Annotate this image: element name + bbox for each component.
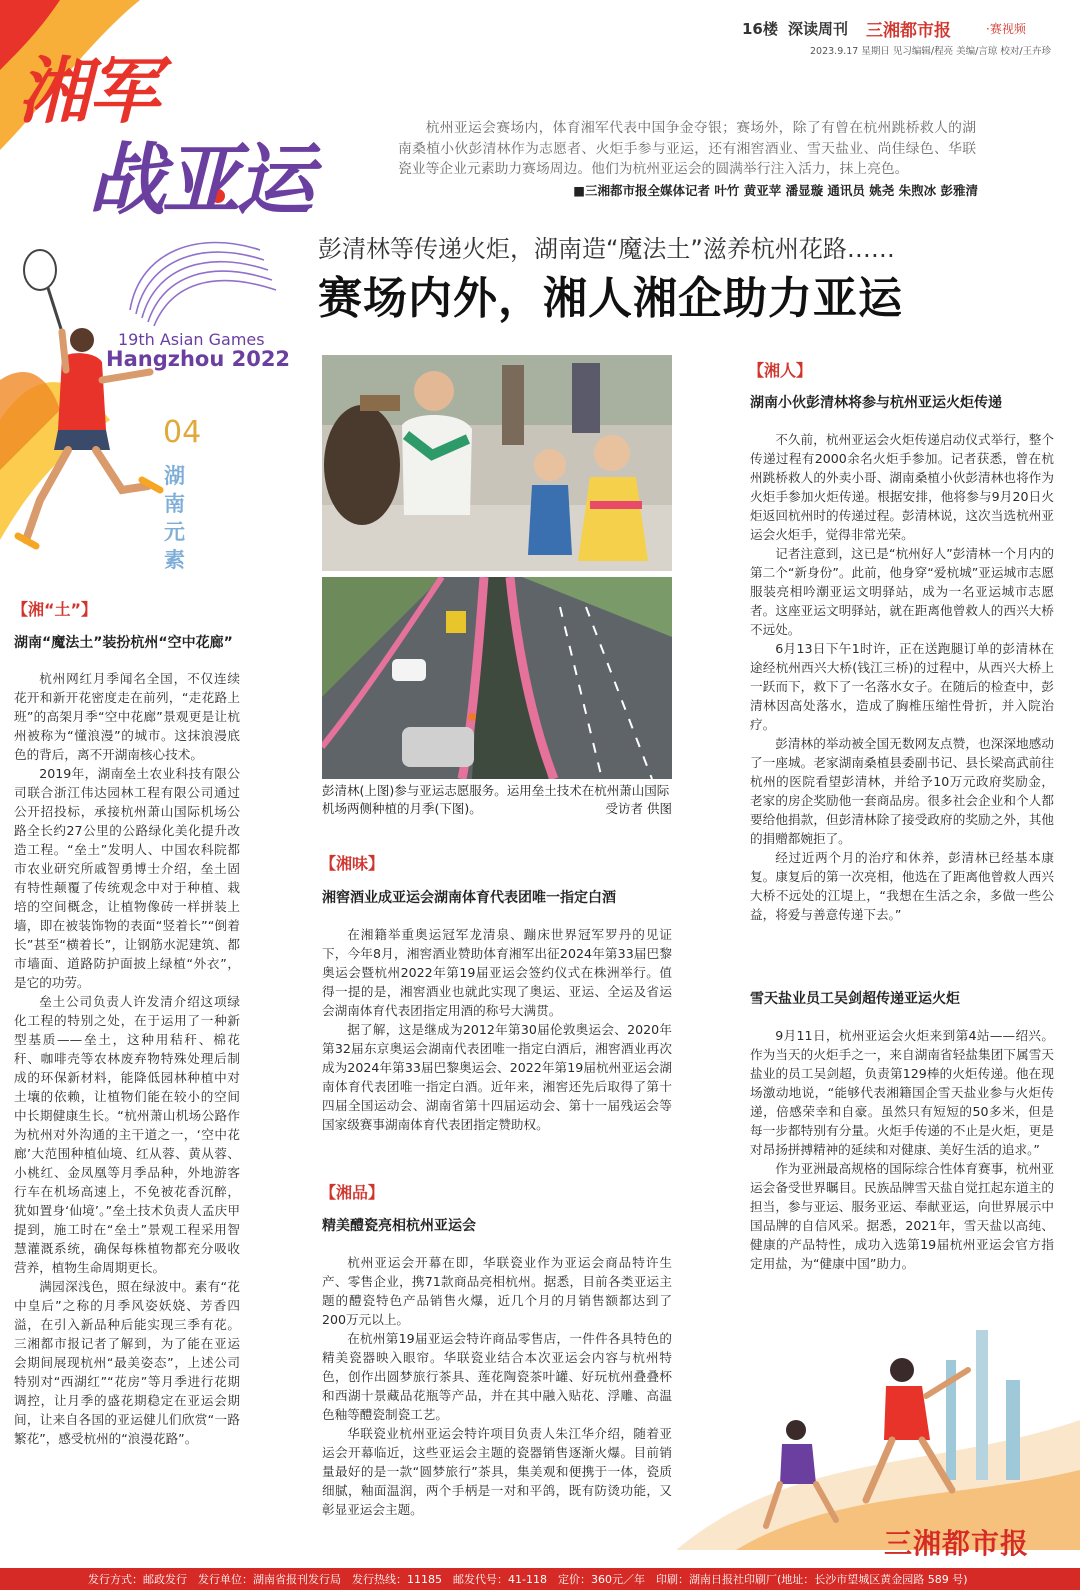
section-tag-pin: 【湘品】 (320, 1183, 385, 1202)
paragraph: 华联瓷业杭州亚运会特许项目负责人朱江华介绍，随着亚运会开幕临近，这些亚运会主题的瓷器销售逐渐火爆。目前销量最好的是一款“圆梦旅行”茶具，集美观和便携于一体，瓷质细腻，釉面温润，两个手柄是一对和平鸽，既有防烫功能，又彰显亚运会主题。 (322, 1426, 672, 1517)
section-heading-ren: 湖南小伙彭清林将参与杭州亚运火炬传递 (750, 395, 1002, 411)
photo-caption-text: 彭清林(上图)参与亚运志愿服务。运用垒土技术在杭州萧山国际机场两侧种植的月季(下图)。 (322, 783, 670, 816)
photo-credit: 受访者 供图 (605, 801, 672, 816)
paragraph: 满园深浅色，照在绿波中。素有“花中皇后”之称的月季风姿妖娆、芳香四溢，在引入新品种后能实现三季有花。三湘都市报记者了解到，为了能在亚运会期间展现杭州“最美姿态”，上述公司特别对“西湖红”“花房”等月季进行花期调控，让月季的盛花期稳定在亚运会期间，让来自各国的亚运健儿们欣赏“一路繁花”，感受杭州的“浪漫花路”。 (14, 1279, 240, 1446)
article-yan (750, 1026, 1054, 1273)
page-number: 16楼 (742, 20, 778, 38)
video-logo: ·赛视频 (986, 22, 1026, 36)
brand-title-line1: 湘军 (18, 49, 159, 133)
games-name-en: 19th Asian Games (118, 330, 265, 349)
section-heading-pin: 精美醴瓷亮相杭州亚运会 (322, 1218, 476, 1234)
paragraph: 6月13日下午1时许，正在送跑腿订单的彭清林在途经杭州西兴大桥(钱江三桥)的过程中，从西兴大桥上一跃而下，救下了一名落水女子。在随后的检查中，彭清林因高处落水，造成了胸椎压缩性骨折，并入院治疗。 (750, 641, 1054, 732)
brand-title-line2: 战亚运 (88, 136, 311, 226)
paragraph: 2019年，湖南垒土农业科技有限公司联合浙江伟达园林工程有限公司通过公开招投标，承接杭州萧山国际机场公路全长约27公里的公路绿化美化提升改造工程。“垒土”发明人、中国农科院都市农业研究所戚智勇博士介绍，垒土固有特性颠覆了传统观念中对于种植、栽培的空间概念，让植物像砖一样拼装上墙，即在被装饰物的表面“竖着长”“倒着长”甚至“横着长”，让钢筋水泥建筑、都市墙面、道路防护面披上绿植“外衣”，是它的功劳。 (14, 766, 240, 990)
section-heading-yan: 雪天盐业员工吴剑超传递亚运火炬 (750, 991, 960, 1007)
masthead (730, 14, 1070, 44)
paragraph: 在湘籍举重奥运冠军龙清泉、蹦床世界冠军罗丹的见证下，今年8月，湘窖酒业赞助体育湘军出征2024年第33届巴黎奥运会暨杭州2022年第19届亚运会签约仪式在株洲举行。值得一提的是，湘窖酒业也就此实现了奥运、亚运、全运及省运会湖南体育代表团指定用酒的称号大满贯。 (322, 927, 672, 1018)
section-tag-wei: 【湘味】 (320, 854, 385, 873)
article-ren (750, 430, 1054, 924)
paragraph: 9月11日，杭州亚运会火炬来到第4站——绍兴。作为当天的火炬手之一，来自湖南省轻盐集团下属雪天盐业的员工吴剑超，负责第129棒的火炬传递。他在现场激动地说，“能够代表湘籍国企雪天盐业参与火炬传递，倍感荣幸和自豪。虽然只有短短的50多米，但是每一步都特别有分量。火炬手传递的不止是火炬，更是对昂扬拼搏精神的延续和对健康、美好生活的追求。” (750, 1028, 1054, 1157)
paragraph: 作为亚洲最高规格的国际综合性体育赛事，杭州亚运会备受世界瞩目。民族品牌雪天盐自觉扛起东道主的担当，参与亚运、服务亚运、奉献亚运，向世界展示中国品牌的自信风采。据悉，2021年，雪天盐以高纯、健康的产品特性，成功入选第19届杭州亚运会官方指定用盐，为“健康中国”助力。 (750, 1161, 1054, 1271)
volunteer-photo (322, 355, 672, 571)
section-tag-tu: 【湘“土”】 (12, 600, 98, 619)
byline: ■三湘都市报全媒体记者 叶竹 黄亚苹 潘显璇 通讯员 姚尧 朱煦冰 彭雅清 (573, 183, 978, 198)
roses-road-photo (322, 577, 672, 779)
issue-meta: 2023.9.17 星期日 见习编辑/程亮 美编/言琼 校对/王卉珍 (810, 46, 1052, 57)
section-tag-ren: 【湘人】 (748, 361, 813, 380)
paper-logo: 三湘都市报 (866, 21, 951, 41)
section-heading-wei: 湘窖酒业成亚运会湖南体育代表团唯一指定白酒 (322, 890, 616, 906)
sports-illustration (676, 1300, 1080, 1550)
paragraph: 彭清林的举动被全国无数网友点赞，也深深地感动了一座城。老家湖南桑植县委副书记、县长梁高武前往杭州的医院看望彭清林，并给予10万元政府奖励金，老家的房企奖励他一套商品房。很多社会企业和个人都要给他捐款，但彭清林除了接受政府的奖励之外，其他的捐赠都婉拒了。 (750, 736, 1054, 846)
photo-caption (322, 782, 672, 818)
badminton-player-illustration (10, 240, 170, 550)
paragraph: 记者注意到，这已是“杭州好人”彭清林一个月内的第二个“新身份”。此前，他身穿“爱杭城”亚运城市志愿服装亮相吟潮亚运文明驿站，成为一名亚运城市志愿者。这座亚运文明驿站，就在距离他曾救人的西兴大桥不远处。 (750, 546, 1054, 637)
section-heading-tu: 湖南“魔法土”装扮杭州“空中花廊” (14, 635, 233, 651)
paragraph: 在杭州第19届亚运会特许商品零售店，一件件各具特色的精美瓷器映入眼帘。华联瓷业结合本次亚运会内容与杭州特色，创作出圆梦旅行茶具、莲花陶瓷茶叶罐、好玩杭州叠叠杯和西湖十景藏品花瓶等产品，并在其中融入贴花、浮雕、高温色釉等醴瓷制瓷工艺。 (322, 1331, 672, 1422)
headline-main: 赛场内外，湘人湘企助力亚运 (318, 273, 903, 324)
paragraph: 经过近两个月的治疗和休养，彭清林已经基本康复。康复后的第一次亮相，他选在了距离他曾救人西兴大桥不远处的江堤上，“我想在生活之余，多做一些公益，将爱与善意传递下去。” (750, 850, 1054, 922)
footer-text: 发行方式：邮政发行 发行单位：湖南省报刊发行局 发行热线：11185 邮发代号：41-118 定价：360元／年 印刷：湖南日报社印刷厂(地址：长沙市望城区黄金园路 589 号) (88, 1573, 968, 1586)
issue-number: 04 (163, 415, 202, 450)
article-pin (322, 1253, 672, 1519)
intro-text: 杭州亚运会赛场内，体育湘军代表中国争金夺银；赛场外，除了有曾在杭州跳桥救人的湖南桑植小伙彭清林作为志愿者、火炬手参与亚运，还有湘窖酒业、雪天盐业、尚佳绿色、华联瓷业等企业元素助力赛场周边。他们为杭州亚运会的圆满举行注入活力，抹上亮色。 (398, 120, 976, 177)
article-tu (14, 669, 240, 1448)
paragraph: 杭州网红月季闻名全国，不仅连续花开和新开花密度走在前列，“走花路上班”的高架月季“空中花廊”景观更是让杭州被称为“懂浪漫”的城市。这抹浪漫底色的背后，离不开湖南核心技术。 (14, 671, 240, 762)
games-city: Hangzhou 2022 (106, 347, 291, 371)
issue-topic: 湖南元素 (164, 464, 191, 572)
paragraph: 杭州亚运会开幕在即，华联瓷业作为亚运会商品特许生产、零售企业，携71款商品亮相杭州。据悉，目前各类亚运主题的醴瓷特色产品销售火爆，近几个月的月销售额都达到了200万元以上。 (322, 1255, 672, 1327)
paragraph: 不久前，杭州亚运会火炬传递启动仪式举行，整个传递过程有2000余名火炬手参加。记者获悉，曾在杭州跳桥救人的外卖小哥、湖南桑植小伙彭清林也将作为火炬手参加火炬传递。根据安排，他将参与9月20日火炬返回杭州时的传递过程。彭清林说，这次当选杭州亚运会火炬手，觉得非常光荣。 (750, 432, 1054, 542)
column-name: 深读周刊 (788, 20, 849, 38)
footer-paper-logo: 三湘都市报 (884, 1527, 1030, 1560)
footer-bar (0, 1568, 1080, 1590)
headline-kicker: 彭清林等传递火炬，湖南造“魔法土”滋养杭州花路…… (318, 235, 895, 263)
article-wei (322, 925, 672, 1134)
paragraph: 垒土公司负责人许发清介绍这项绿化工程的特别之处，在于运用了一种新型基质——垒土，这种用秸秆、棉花秆、咖啡壳等农林废弃物特殊处理后制成的环保新材料，能降低园林种植中对土壤的依赖，让植物们能在较小的空间中长期健康生长。“杭州萧山机场公路作为杭州对外沟通的主干道之一，‘空中花廊’大范围种植仙境、红从蓉、黄从蓉、小桃红、金凤凰等月季品种，外地游客行车在机场高速上，不免被花香沉醉，犹如置身‘仙境’。”垒土技术负责人孟庆甲提到，施工时在“垒土”景观工程采用智慧灌溉系统，确保每株植物都充分吸收营养，植物生命周期更长。 (14, 994, 240, 1275)
paragraph: 据了解，这是继成为2012年第30届伦敦奥运会、2020年第32届东京奥运会湖南代表团唯一指定白酒后，湘窖酒业再次成为2024年第33届巴黎奥运会、2022年第19届杭州亚运会湖南体育代表团唯一指定白酒。近年来，湘窖还先后取得了第十四届全国运动会、湖南省第十四届运动会、第十一届残运会等国家级赛事湖南体育代表团指定赞助权。 (322, 1022, 672, 1132)
